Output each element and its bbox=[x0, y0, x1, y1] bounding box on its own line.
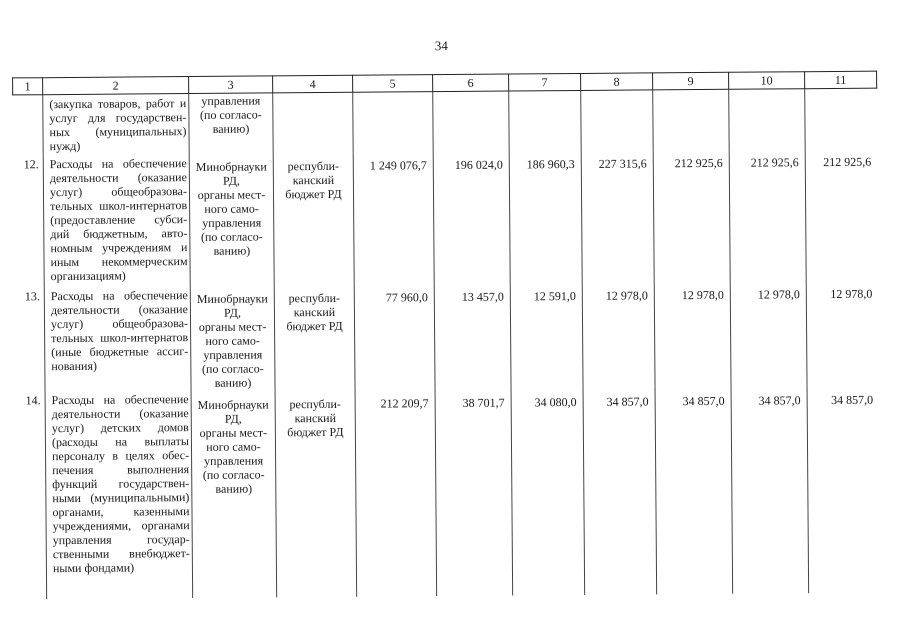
amount-cell bbox=[433, 152, 510, 285]
column-header: 6 bbox=[433, 74, 509, 92]
description-line: функций государствен- bbox=[52, 476, 190, 492]
funding-source-line: республи- bbox=[289, 396, 341, 412]
funding-source-cell bbox=[273, 153, 354, 286]
funding-source-line: канский bbox=[294, 410, 337, 426]
amount-value bbox=[653, 90, 728, 91]
column-header: 8 bbox=[581, 73, 653, 91]
description-line: управления государ- bbox=[52, 532, 190, 548]
executor-line: РД, bbox=[222, 173, 240, 188]
amount-cell bbox=[583, 386, 657, 595]
amount-value: 12 978,0 bbox=[757, 287, 800, 302]
description-line: персоналу в целях обес- bbox=[52, 448, 190, 464]
description-line: услуг) общеобразова- bbox=[49, 184, 188, 200]
amount-cell bbox=[509, 151, 582, 284]
description-line: тельных школ-интернатов bbox=[51, 330, 189, 346]
executor-cell bbox=[189, 93, 273, 154]
funding-source-line: канский bbox=[293, 304, 336, 320]
amount-cell bbox=[653, 150, 730, 283]
budget-table bbox=[12, 71, 881, 600]
row-number: 13. bbox=[14, 287, 45, 391]
amount-value bbox=[433, 92, 508, 93]
amount-cell bbox=[354, 284, 435, 389]
amount-cell bbox=[433, 91, 509, 152]
executor-line: ного само- bbox=[205, 333, 260, 348]
table-row bbox=[13, 88, 877, 155]
amount-value: 38 701,7 bbox=[462, 395, 505, 410]
description-line: номным учреждениям и bbox=[50, 240, 188, 256]
column-header: 3 bbox=[189, 76, 273, 94]
executor-line: (по согласо- bbox=[199, 107, 262, 122]
executor-line: РД, bbox=[223, 305, 241, 320]
column-header: 10 bbox=[729, 72, 805, 90]
executor-line: ного само- bbox=[206, 439, 261, 454]
executor-line: (по согласо- bbox=[200, 229, 263, 244]
funding-source-line: бюджет РД bbox=[287, 424, 344, 440]
row-number bbox=[13, 95, 43, 156]
executor-line: управления bbox=[202, 215, 262, 230]
amount-cell bbox=[581, 90, 653, 151]
amount-value: 227 315,6 bbox=[598, 156, 647, 171]
amount-value: 212 209,7 bbox=[380, 396, 429, 411]
amount-cell bbox=[655, 386, 733, 595]
description-line: организациям) bbox=[50, 268, 126, 284]
amount-cell bbox=[806, 281, 879, 386]
amount-value: 212 925,6 bbox=[823, 154, 872, 170]
funding-source-line: республи- bbox=[288, 290, 341, 306]
amount-value: 186 960,3 bbox=[526, 157, 575, 172]
executor-line: Минобрнауки bbox=[196, 291, 268, 306]
executor-line: Минобрнауки bbox=[197, 397, 269, 412]
row-number: 14. bbox=[15, 391, 47, 599]
row-number: 12. bbox=[13, 155, 44, 287]
description-line: (закупка товаров, работ и bbox=[49, 96, 187, 112]
description-line: деятельности (оказание bbox=[49, 170, 187, 186]
description-line: (предоставление субси- bbox=[50, 212, 188, 228]
executor-line: ванию) bbox=[213, 243, 251, 258]
page-number: 34 bbox=[434, 38, 448, 54]
amount-cell bbox=[353, 152, 434, 285]
funding-source-line: бюджет РД bbox=[286, 318, 343, 334]
executor-line: управления bbox=[203, 347, 263, 362]
funding-source-cell bbox=[273, 92, 353, 153]
expense-description bbox=[45, 390, 193, 599]
amount-cell bbox=[653, 89, 729, 150]
amount-value: 12 591,0 bbox=[533, 289, 576, 304]
description-line: иным некоммерческим bbox=[50, 254, 188, 270]
executor-line: органы мест- bbox=[199, 425, 268, 440]
description-line: (расходы на выплаты bbox=[51, 434, 189, 450]
description-line: нования) bbox=[51, 358, 98, 374]
description-line: услуг) общеобразова- bbox=[50, 316, 189, 332]
executor-line: ванию) bbox=[215, 481, 253, 496]
amount-cell bbox=[582, 282, 655, 387]
description-line: деятельности (оказание bbox=[50, 302, 188, 318]
funding-source-cell bbox=[275, 389, 357, 598]
expense-description bbox=[43, 94, 189, 156]
description-line: печения выполнения bbox=[52, 462, 190, 478]
executor-line: (по согласо- bbox=[202, 467, 265, 482]
description-line: учреждениями, органами bbox=[52, 518, 190, 534]
amount-value bbox=[729, 89, 804, 90]
description-line: ственными внебюджет- bbox=[52, 546, 190, 562]
amount-value bbox=[353, 92, 432, 93]
description-line: ных (муниципальных) bbox=[49, 124, 187, 140]
description-line: Расходы на обеспечение bbox=[49, 156, 187, 172]
amount-cell bbox=[353, 92, 433, 153]
description-line: тельных школ-интернатов bbox=[50, 198, 188, 214]
description-line: нужд) bbox=[49, 138, 81, 154]
amount-value: 1 249 076,7 bbox=[369, 158, 427, 173]
executor-cell bbox=[191, 389, 277, 598]
amount-cell bbox=[805, 88, 877, 149]
amount-cell bbox=[807, 385, 881, 594]
description-line: дий бюджетным, авто- bbox=[50, 226, 188, 242]
column-header: 5 bbox=[353, 75, 433, 93]
amount-cell bbox=[730, 281, 807, 386]
amount-cell bbox=[435, 388, 513, 597]
expense-description bbox=[44, 286, 191, 391]
executor-line: ванию) bbox=[212, 121, 250, 136]
executor-line: органы мест- bbox=[198, 319, 267, 334]
description-line: ными (муниципальными) bbox=[52, 490, 190, 506]
amount-value: 12 978,0 bbox=[830, 286, 873, 302]
funding-source-cell bbox=[274, 285, 355, 390]
column-header: 11 bbox=[805, 71, 877, 89]
amount-cell bbox=[509, 90, 581, 151]
executor-line: Минобрнауки bbox=[195, 159, 267, 174]
amount-cell bbox=[654, 282, 731, 387]
amount-value: 196 024,0 bbox=[454, 157, 503, 172]
amount-value: 77 960,0 bbox=[385, 290, 428, 305]
column-header: 7 bbox=[509, 73, 581, 91]
description-line: Расходы на обеспечение bbox=[50, 288, 188, 304]
executor-line: органы мест- bbox=[197, 187, 266, 202]
description-line: услуг для государствен- bbox=[49, 110, 187, 126]
amount-value bbox=[509, 91, 580, 92]
executor-line: ванию) bbox=[214, 375, 252, 390]
amount-value bbox=[805, 89, 876, 90]
column-header: 4 bbox=[273, 75, 353, 93]
amount-cell bbox=[355, 388, 437, 597]
description-line: деятельности (оказание bbox=[51, 406, 189, 422]
table-row bbox=[13, 149, 878, 288]
description-line: Расходы на обеспечение bbox=[51, 392, 189, 408]
funding-source-line: республи- bbox=[287, 158, 340, 174]
executor-line: (по согласо- bbox=[201, 361, 264, 376]
amount-cell bbox=[729, 149, 806, 282]
amount-value: 212 925,6 bbox=[674, 155, 723, 171]
column-header: 2 bbox=[43, 77, 189, 95]
executor-cell bbox=[189, 153, 274, 286]
amount-value: 12 978,0 bbox=[605, 288, 648, 303]
amount-value: 34 857,0 bbox=[606, 394, 649, 409]
amount-cell bbox=[731, 385, 809, 594]
column-header: 9 bbox=[653, 72, 729, 90]
amount-value: 34 857,0 bbox=[831, 392, 874, 408]
amount-value: 12 978,0 bbox=[681, 287, 724, 303]
executor-line: управления bbox=[204, 453, 264, 468]
description-line: органами, казенными bbox=[52, 504, 190, 520]
amount-cell bbox=[729, 89, 805, 150]
amount-value: 34 857,0 bbox=[682, 393, 725, 409]
column-header: 1 bbox=[13, 78, 43, 95]
expense-description bbox=[43, 154, 190, 287]
amount-value: 13 457,0 bbox=[461, 289, 504, 304]
amount-value: 34 857,0 bbox=[758, 393, 801, 408]
description-line: (иные бюджетные ассиг- bbox=[51, 344, 189, 360]
amount-value bbox=[581, 90, 652, 91]
amount-value: 212 925,6 bbox=[750, 155, 799, 170]
table-row bbox=[14, 281, 879, 392]
table-row bbox=[15, 385, 881, 600]
amount-cell bbox=[511, 387, 585, 596]
executor-cell bbox=[190, 285, 275, 390]
description-line: услуг) детских домов bbox=[51, 420, 189, 436]
amount-cell bbox=[510, 283, 583, 388]
amount-cell bbox=[434, 284, 511, 389]
executor-line: ного само- bbox=[204, 201, 259, 216]
funding-source-line: канский bbox=[292, 172, 335, 188]
amount-cell bbox=[581, 150, 654, 283]
executor-line: РД, bbox=[224, 411, 242, 426]
amount-cell bbox=[805, 149, 878, 282]
funding-source-line: бюджет РД bbox=[285, 186, 342, 202]
executor-line: управления bbox=[201, 93, 261, 108]
description-line: ными фондами) bbox=[52, 560, 135, 576]
amount-value: 34 080,0 bbox=[534, 395, 577, 410]
